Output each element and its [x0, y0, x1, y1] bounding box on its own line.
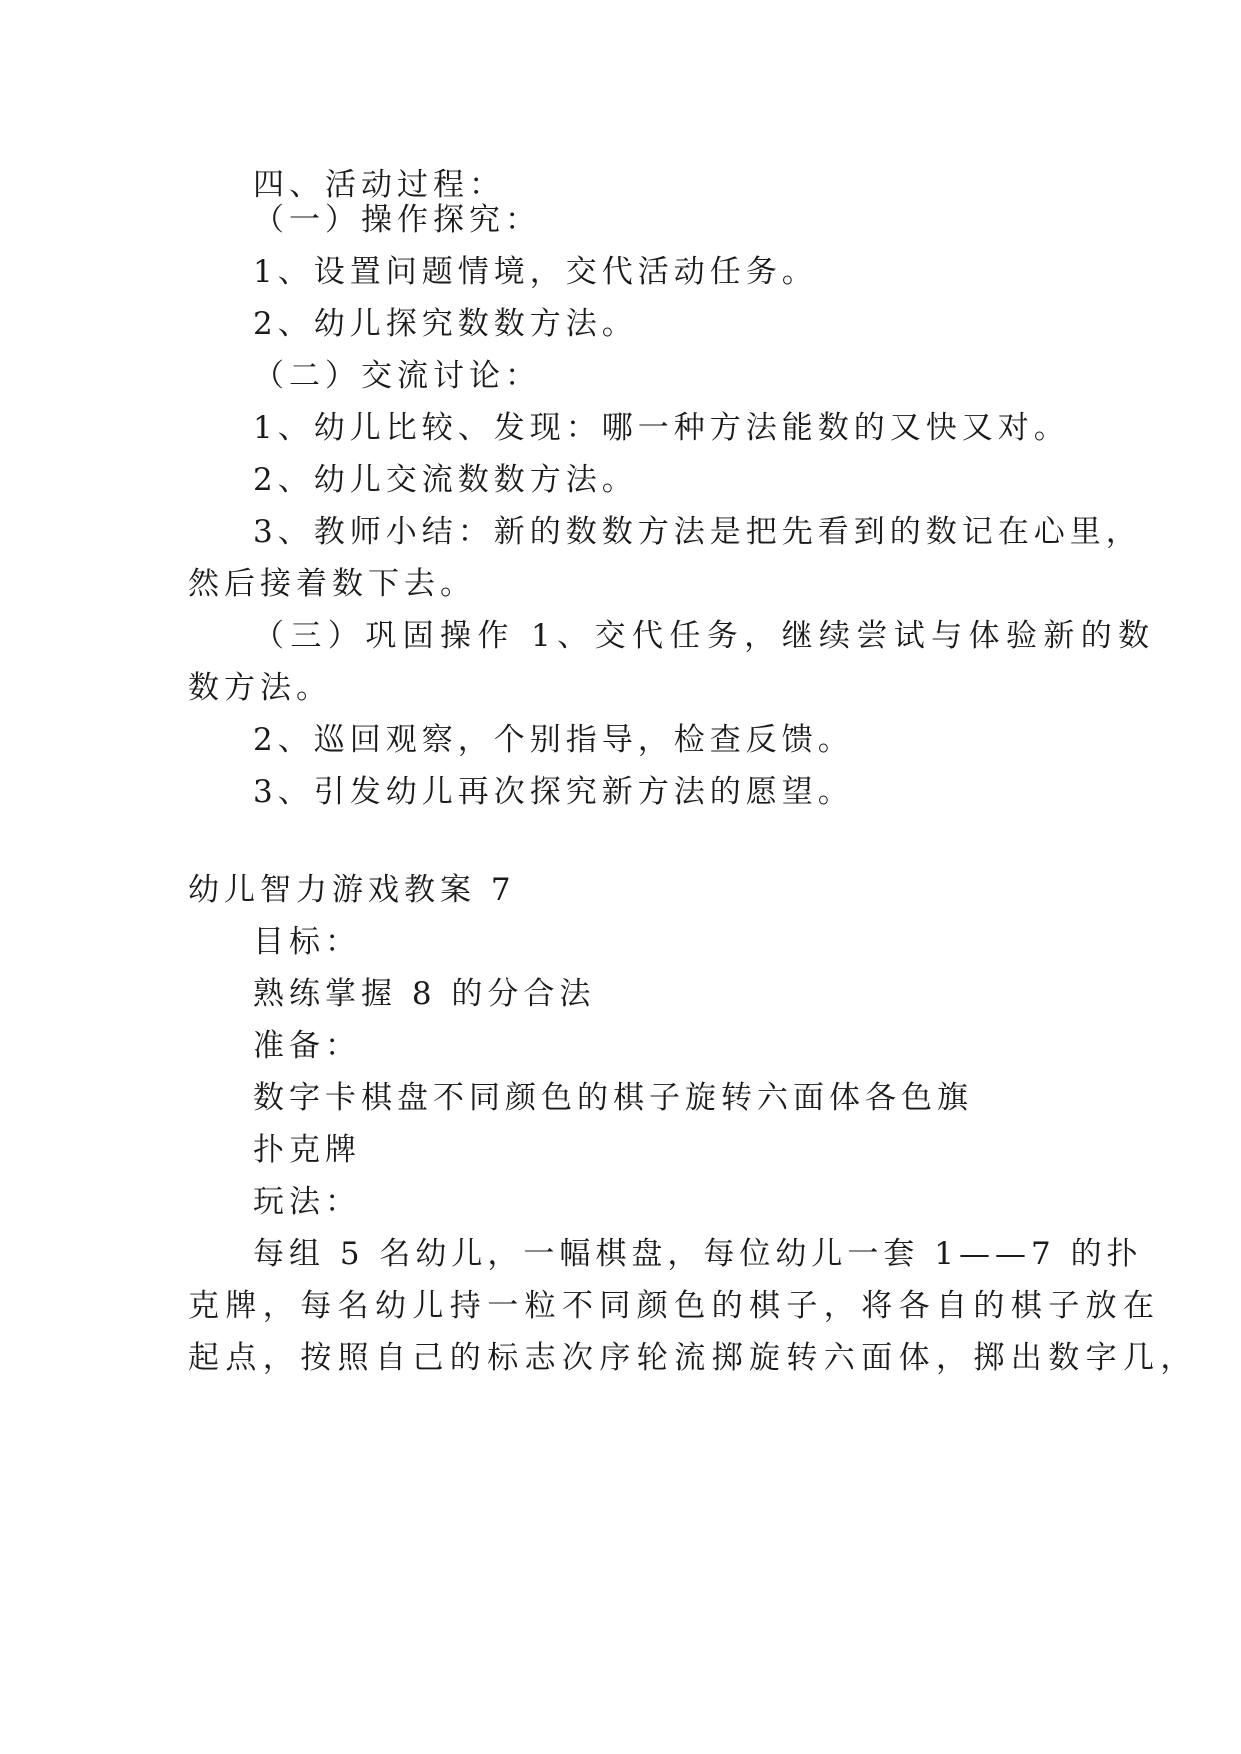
paragraph-line: 数字卡棋盘不同颜色的棋子旋转六面体各色旗 — [253, 1080, 973, 1116]
lesson-title: 幼儿智力游戏教案 7 — [188, 872, 516, 908]
paragraph-line: 克牌，每名幼儿持一粒不同颜色的棋子，将各自的棋子放在 — [188, 1288, 1161, 1324]
section-heading: 四、活动过程： — [253, 167, 505, 203]
paragraph-line: 熟练掌握 8 的分合法 — [253, 976, 596, 1012]
paragraph-line: 目标： — [253, 924, 361, 960]
paragraph-line: 然后接着数下去。 — [188, 566, 476, 602]
paragraph-line: 1、设置问题情境，交代活动任务。 — [253, 254, 818, 290]
paragraph-line: 3、教师小结：新的数数方法是把先看到的数记在心里， — [253, 514, 1142, 550]
paragraph-line: 2、幼儿探究数数方法。 — [253, 306, 638, 342]
paragraph-line: 2、巡回观察，个别指导，检查反馈。 — [253, 722, 854, 758]
paragraph-line: 3、引发幼儿再次探究新方法的愿望。 — [253, 774, 854, 810]
subsection-heading: （一）操作探究： — [253, 202, 541, 238]
paragraph-line: 每组 5 名幼儿，一幅棋盘，每位幼儿一套 1——7 的扑 — [253, 1236, 1143, 1272]
paragraph-line: 数方法。 — [188, 670, 332, 706]
paragraph-line: 1、幼儿比较、发现：哪一种方法能数的又快又对。 — [253, 410, 1070, 446]
paragraph-line: 起点，按照自己的标志次序轮流掷旋转六面体，掷出数字几， — [188, 1340, 1198, 1376]
paragraph-line: （三）巩固操作 1、交代任务，继续尝试与体验新的数 — [253, 618, 1156, 654]
paragraph-line: 准备： — [253, 1028, 361, 1064]
paragraph-line: 2、幼儿交流数数方法。 — [253, 462, 638, 498]
paragraph-line: 扑克牌 — [253, 1132, 361, 1168]
subsection-heading: （二）交流讨论： — [253, 358, 541, 394]
paragraph-line: 玩法： — [253, 1184, 361, 1220]
